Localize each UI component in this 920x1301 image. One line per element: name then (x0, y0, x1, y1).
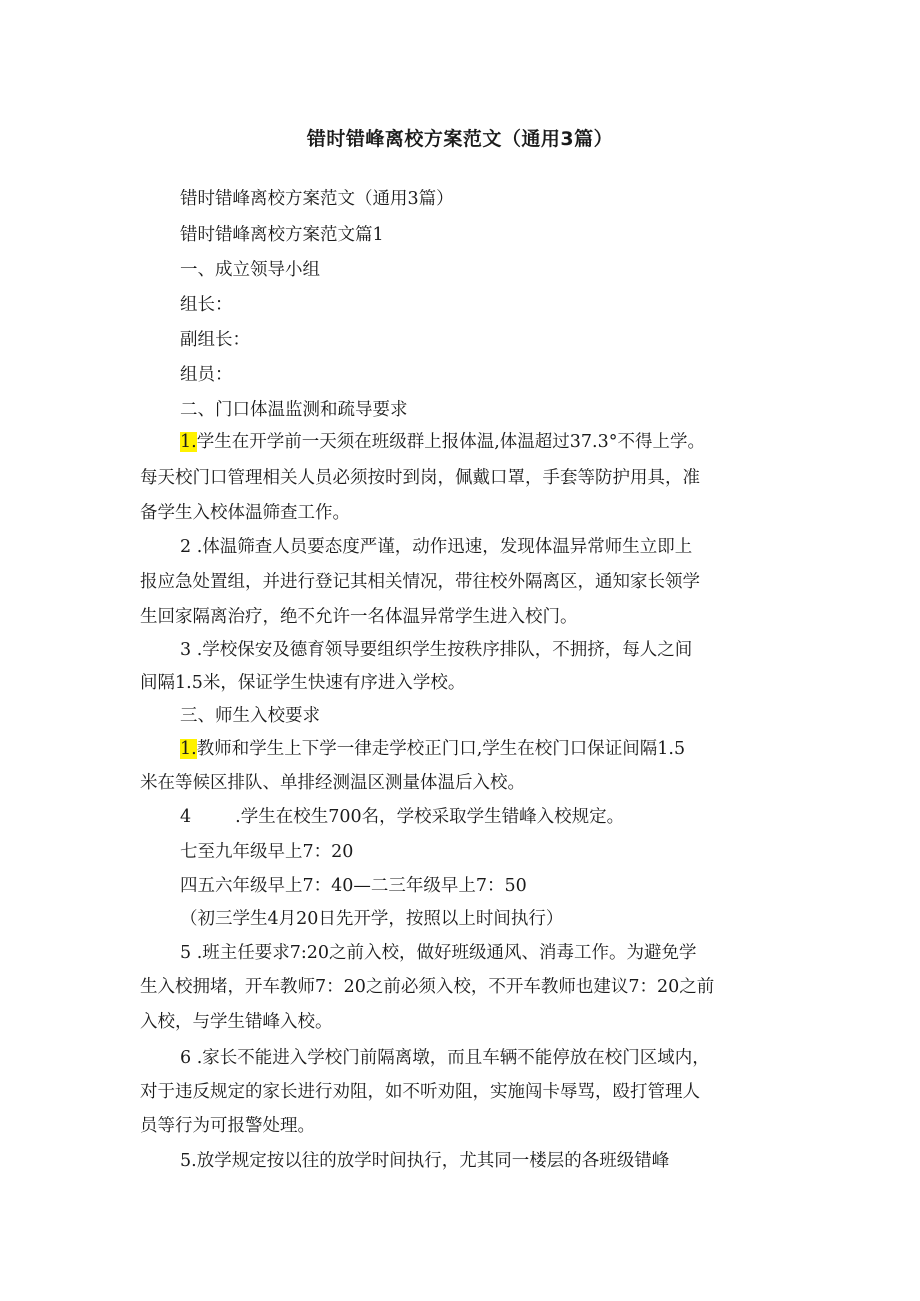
paragraph-line: 备学生入校体温筛查工作。 (140, 503, 350, 523)
text-line: 组员： (180, 365, 233, 385)
paragraph-line: 5.放学规定按以往的放学时间执行，尤其同一楼层的各班级错峰 (180, 1151, 670, 1171)
text-line: 组长： (180, 295, 233, 315)
section-heading: 二、门口体温监测和疏导要求 (180, 400, 408, 420)
paragraph-text: .学生在校生700名，学校采取学生错峰入校规定。 (235, 807, 625, 827)
paragraph-line: 米在等候区排队、单排经测温区测量体温后入校。 (140, 773, 525, 793)
paragraph-line: 入校，与学生错峰入校。 (140, 1012, 333, 1032)
text-line: 错时错峰离校方案范文篇1 (180, 225, 384, 245)
paragraph-line: 对于违反规定的家长进行劝阻，如不听劝阻，实施闯卡辱骂，殴打管理人 (140, 1082, 700, 1102)
paragraph-line: 每天校门口管理相关人员必须按时到岗，佩戴口罩，手套等防护用具，准 (140, 468, 700, 488)
text-line: 四五六年级早上7：40—二三年级早上7：50 (180, 876, 527, 896)
paragraph-line: 员等行为可报警处理。 (140, 1116, 315, 1136)
section-heading: 三、师生入校要求 (180, 706, 320, 726)
paragraph-line: 3 .学校保安及德育领导要组织学生按秩序排队，不拥挤，每人之间 (180, 640, 693, 660)
document-title: 错时错峰离校方案范文（通用3篇） (306, 128, 614, 150)
item-number: 4 (180, 807, 192, 827)
paragraph-line (140, 424, 830, 460)
paragraph-line: 5 .班主任要求7:20之前入校，做好班级通风、消毒工作。为避免学 (180, 943, 697, 963)
highlighted-number: 1. (180, 432, 197, 452)
paragraph-line (140, 731, 830, 767)
text-line: 七至九年级早上7：20 (180, 842, 354, 862)
highlighted-number: 1. (180, 739, 197, 759)
text-line: （初三学生4月20日先开学，按照以上时间执行） (180, 909, 564, 929)
paragraph-line: 报应急处置组，并进行登记其相关情况，带往校外隔离区，通知家长领学 (140, 572, 700, 592)
paragraph-line: 生回家隔离治疗，绝不允许一名体温异常学生进入校门。 (140, 607, 578, 627)
text-line: 副组长： (180, 330, 250, 350)
text-line: 错时错峰离校方案范文（通用3篇） (180, 189, 454, 209)
paragraph-line: 2 .体温筛查人员要态度严谨，动作迅速，发现体温异常师生立即上 (180, 537, 693, 557)
paragraph-text: 学生在开学前一天须在班级群上报体温,体温超过37.3°不得上学。 (196, 432, 705, 452)
paragraph-line: 间隔1.5米，保证学生快速有序进入学校。 (140, 673, 466, 693)
paragraph-line: 6 .家长不能进入学校门前隔离墩，而且车辆不能停放在校门区域内， (180, 1048, 710, 1068)
paragraph-text: 教师和学生上下学一律走学校正门口,学生在校门口保证间隔1.5 (196, 739, 686, 759)
paragraph-line (140, 799, 830, 835)
paragraph-line: 生入校拥堵，开车教师7：20之前必须入校，不开车教师也建议7：20之前 (140, 977, 715, 997)
section-heading: 一、成立领导小组 (180, 260, 320, 280)
